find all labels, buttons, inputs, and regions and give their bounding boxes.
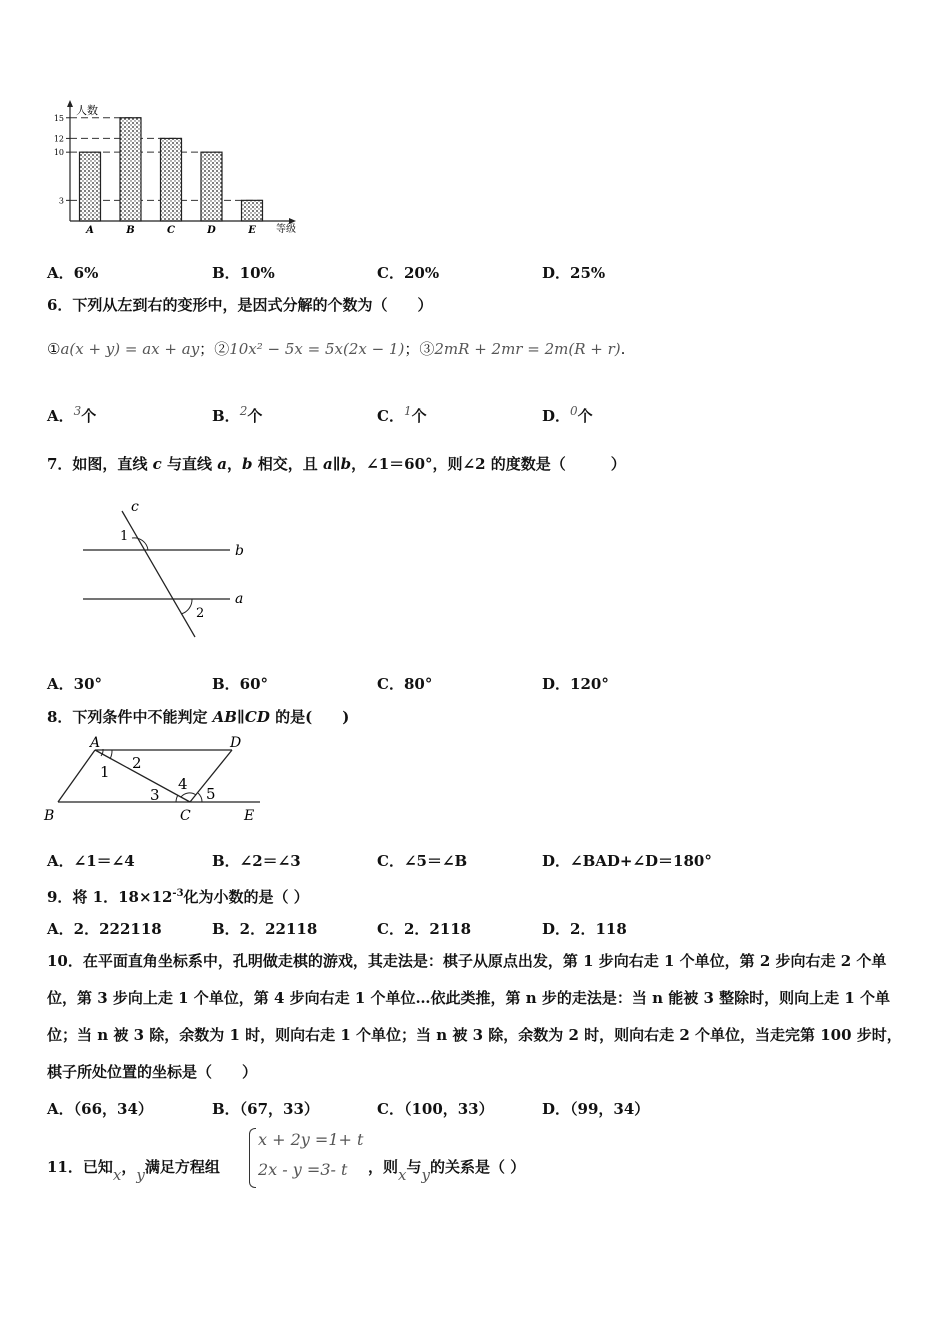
q7-stem: [47, 453, 626, 475]
y-tick-label-10: 10: [53, 148, 64, 158]
q5-option-a[interactable]: A．6%: [47, 264, 99, 282]
q6-option-d-letter: D．: [542, 407, 571, 425]
label-angle-4: 4: [178, 775, 188, 793]
x-tick-label-C: C: [167, 225, 175, 236]
angle-2-arc: [181, 599, 192, 614]
q9-option-d[interactable]: D．2．118: [542, 920, 627, 938]
q9-stem: [47, 883, 309, 908]
q5-option-d[interactable]: D．25%: [542, 264, 606, 282]
y-tick-label-12: 12: [53, 134, 64, 144]
q8-option-a[interactable]: A．∠1＝∠4: [47, 852, 135, 870]
q6-item-3-expr: 2mR + 2mr = 2m(R + r): [434, 340, 621, 358]
q6-option-d-num: 0: [570, 404, 578, 418]
q6-option-a-letter: A．: [47, 407, 74, 425]
q6-option-a[interactable]: [47, 404, 96, 426]
q6-option-c-num: 1: [403, 404, 412, 418]
q10-stem: 10．在平面直角坐标系中，孔明做走棋的游戏，其走法是：棋子从原点出发，第 1 步向右走 1 个单位，第 2 步向右走 2 个单位，第 3 步向上走 1 个单位，第 4 步向右走 1 个单位…依此类推，第 n 步的走法是：当 n 能被 3 整除时，则向上走 1 个单位；当 n 被 3 除，余数为 1 时，则向右走 1 个单位；当 n 被 3 除，余数为 2 时，则向右走 2 个单位，当走完第 100 步时，棋子所处位置的坐标是（ ）: [47, 952, 902, 1081]
q11-x: x: [112, 1166, 122, 1184]
q7-stem-b: b: [242, 455, 253, 473]
q7-option-b[interactable]: B．60°: [212, 675, 269, 693]
q6-item-2-marker: ②: [214, 340, 230, 358]
q8-stem: [47, 706, 349, 728]
q6-option-c-letter: C．: [377, 407, 404, 425]
q6-option-c[interactable]: [377, 404, 427, 426]
label-angle-2: 2: [196, 606, 205, 621]
bar-B: [120, 118, 141, 221]
q7-option-d[interactable]: D．120°: [542, 675, 609, 693]
angle-2-arc: [110, 750, 112, 759]
y-axis-label: 人数: [76, 104, 98, 117]
q7-option-c[interactable]: C．80°: [377, 675, 433, 693]
bar-E: [242, 200, 263, 221]
q7-stem-mid2: 相交，且: [252, 455, 323, 473]
label-angle-3: 3: [150, 786, 160, 804]
q9-option-a[interactable]: A．2．222118: [47, 920, 162, 938]
q8-stem-prefix: 8．下列条件中不能判定: [47, 708, 213, 726]
label-point-d: D: [230, 735, 242, 751]
q9-stem-suffix: 化为小数的是（ ）: [183, 888, 309, 906]
q8-figure: [40, 733, 270, 828]
q6-option-d[interactable]: [542, 404, 593, 426]
angle-5-arc: [198, 793, 202, 802]
q11-equation-2: 2x - y =3- t: [258, 1160, 348, 1179]
segment-ab: [58, 750, 95, 802]
y-tick-label-3: 3: [58, 196, 64, 206]
q11-system-brace: [249, 1128, 256, 1188]
label-a: a: [235, 591, 244, 607]
q6-option-c-unit: 个: [411, 407, 427, 425]
q10-option-b[interactable]: B．（67，33）: [212, 1100, 319, 1118]
q11-suffix: 的关系是（ ）: [429, 1158, 526, 1176]
label-point-e: E: [244, 808, 255, 824]
q7-figure: [75, 495, 265, 645]
q5-bar-chart: [40, 98, 330, 240]
q9-stem-sup: -3: [172, 888, 184, 899]
q8-option-c[interactable]: C．∠5＝∠B: [377, 852, 468, 870]
q9-stem-prefix: 9．将 1．18×12: [47, 888, 173, 906]
q6-option-a-unit: 个: [81, 407, 97, 425]
q7-option-a[interactable]: A．30°: [47, 675, 103, 693]
q11-prefix: 11．已知: [47, 1158, 113, 1176]
x-tick-label-B: B: [126, 225, 135, 236]
y-tick-label-15: 15: [53, 113, 64, 123]
q10-option-a[interactable]: A．（66，34）: [47, 1100, 153, 1118]
label-angle-5: 5: [206, 785, 216, 803]
q6-item-3-sep: .: [620, 340, 626, 358]
q11-stem: [47, 1156, 220, 1184]
label-angle-1: 1: [100, 763, 110, 781]
q11-and: 与: [406, 1158, 422, 1176]
bar-D: [201, 152, 222, 221]
q6-items: [47, 338, 625, 359]
q5-option-c[interactable]: C．20%: [377, 264, 440, 282]
q7-stem-mid1: 与直线: [161, 455, 218, 473]
q6-item-1-expr: a(x + y) = ax + ay: [60, 340, 200, 358]
q11-y: y: [136, 1166, 145, 1184]
q8-stem-suffix: 的是( ): [269, 708, 350, 726]
q6-option-b[interactable]: [212, 404, 262, 426]
q10-option-d[interactable]: D．（99，34）: [542, 1100, 650, 1118]
q6-option-b-letter: B．: [212, 407, 240, 425]
q7-stem-rest: ，∠1＝60°，则∠2 的度数是（ ）: [351, 455, 626, 473]
q5-option-b[interactable]: B．10%: [212, 264, 275, 282]
q11-y2: y: [421, 1166, 430, 1184]
q7-stem-a: a: [217, 455, 227, 473]
q6-item-1-sep: ；: [199, 340, 215, 358]
q11-x2: x: [398, 1166, 407, 1184]
label-point-c: C: [180, 808, 191, 824]
x-tick-label-D: D: [207, 225, 216, 236]
x-axis-label: 等级: [276, 224, 296, 235]
label-angle-1: 1: [120, 529, 129, 544]
q11-comma: ，: [121, 1158, 137, 1176]
bar-A: [80, 152, 101, 221]
label-point-b: B: [44, 808, 55, 824]
x-tick-label-A: A: [86, 225, 94, 236]
q7-stem-c: c: [152, 455, 162, 473]
q7-stem-parallel: a∥b: [322, 455, 352, 473]
q6-item-2-sep: ；: [404, 340, 420, 358]
label-b: b: [235, 543, 244, 559]
q6-item-1-marker: ①: [47, 340, 61, 358]
angle-1-arc: [132, 538, 148, 550]
x-tick-label-E: E: [248, 225, 256, 236]
label-angle-2: 2: [132, 754, 142, 772]
line-c: [122, 511, 195, 637]
q9-option-b[interactable]: B．2．22118: [212, 920, 318, 938]
q11-stem-tail: [368, 1156, 526, 1184]
q6-item-2-expr: 10x² − 5x = 5x(2x − 1): [229, 340, 405, 358]
q10-option-c[interactable]: C．（100，33）: [377, 1100, 494, 1118]
q6-stem: 6．下列从左到右的变形中，是因式分解的个数为（ ）: [47, 296, 433, 314]
q8-option-d[interactable]: D．∠BAD+∠D＝180°: [542, 852, 712, 870]
q11-then: ，则: [368, 1158, 399, 1176]
label-point-a: A: [90, 735, 101, 751]
angle-3-arc: [176, 795, 178, 802]
q6-option-d-unit: 个: [577, 407, 593, 425]
q9-option-c[interactable]: C．2．2118: [377, 920, 472, 938]
q7-stem-prefix: 7．如图，直线: [47, 455, 153, 473]
q8-stem-math: AB∥CD: [212, 708, 270, 726]
q6-option-b-num: 2: [239, 404, 248, 418]
q6-item-3-marker: ③: [419, 340, 435, 358]
q11-mid: 满足方程组: [144, 1158, 220, 1176]
bar-C: [161, 138, 182, 221]
q6-option-a-num: 3: [73, 404, 82, 418]
q7-stem-comma: ，: [227, 455, 243, 473]
label-c: c: [131, 499, 139, 515]
q8-option-b[interactable]: B．∠2＝∠3: [212, 852, 301, 870]
q11-equation-1: x + 2y =1+ t: [258, 1130, 364, 1149]
q6-option-b-unit: 个: [247, 407, 263, 425]
